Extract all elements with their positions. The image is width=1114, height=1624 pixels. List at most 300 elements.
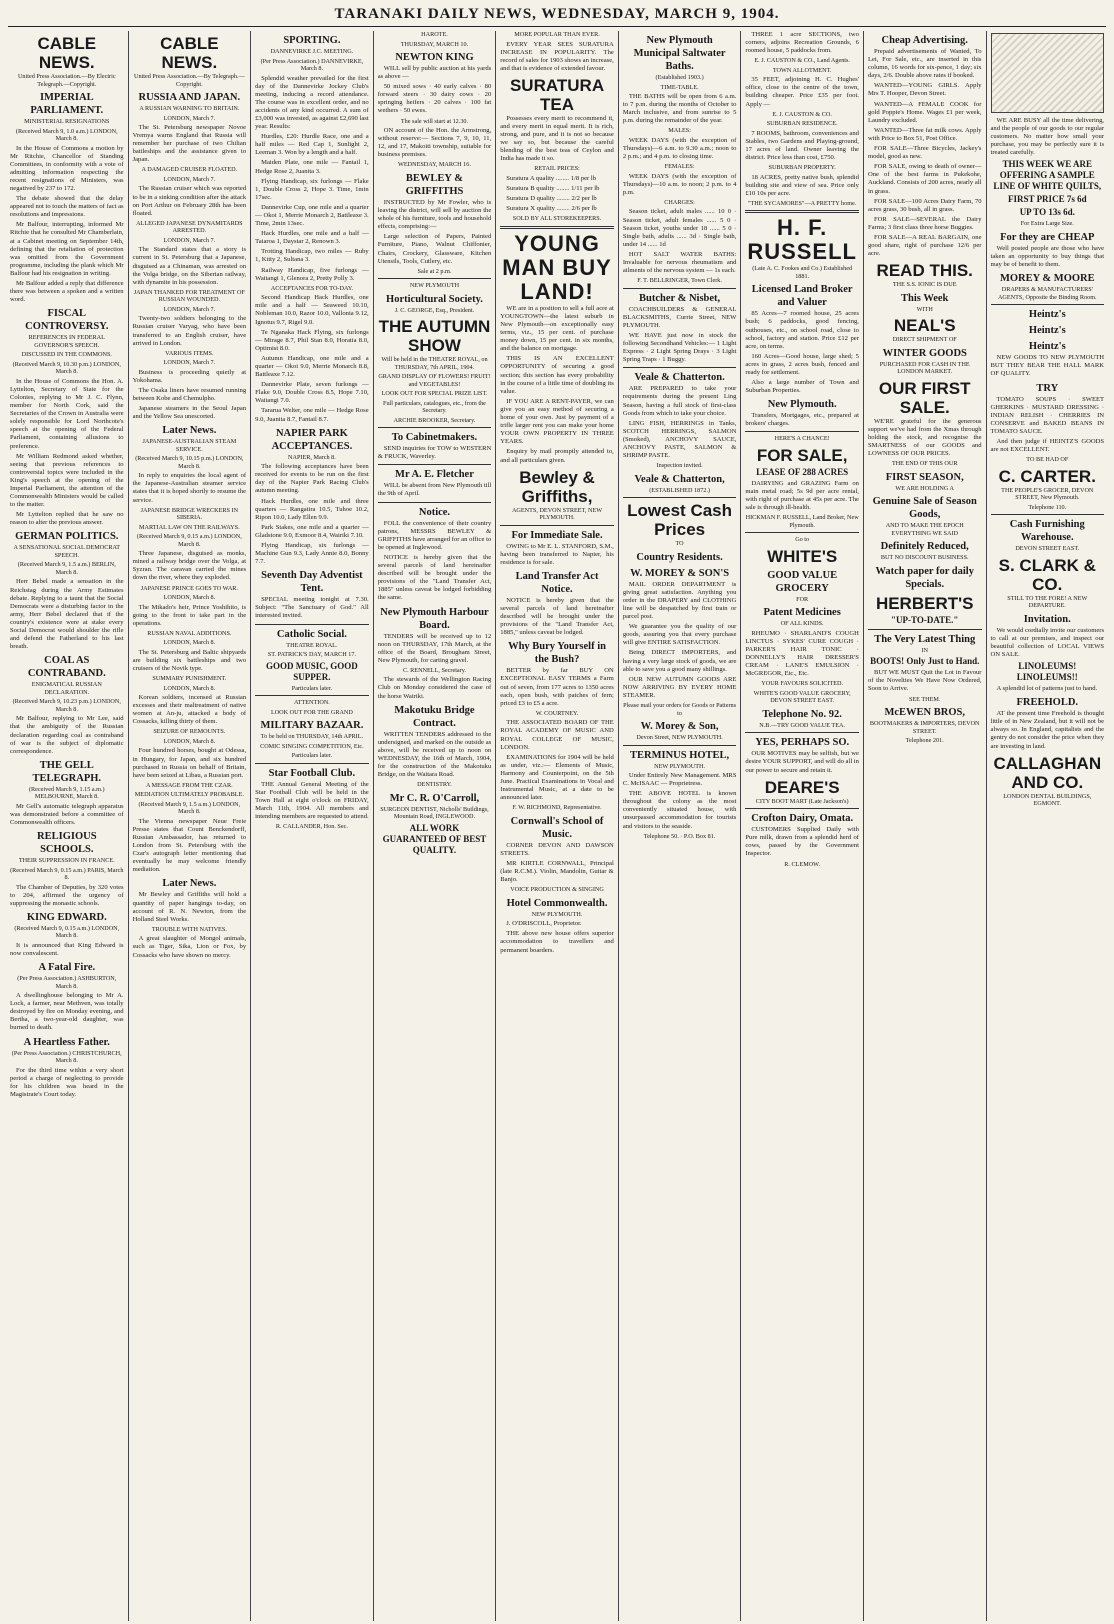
headline: For they are CHEAP	[1000, 231, 1095, 243]
subheading: JAPANESE PRINCE GOES TO WAR.	[140, 584, 238, 592]
subheading: HICKMAN F. RUSSELL, Land Broker, New Plymouth.	[745, 514, 859, 529]
paragraph: FOR SALE—A REAL BARGAIN, one good share, right of purchase 12/6 per acre.	[867, 233, 982, 258]
subheading: (Established 1903.)	[655, 74, 704, 81]
subheading: (Received March 9, 0.15 a.m.) LONDON, March 8.	[136, 533, 242, 548]
headline: Heintz's	[1028, 309, 1066, 321]
subheading: HAROTE.	[421, 31, 448, 38]
paragraph: Suratura D quality ........ 2/2 per lb	[506, 195, 597, 203]
subheading: NEW PLYMOUTH.	[531, 910, 583, 918]
subheading: THEIR SUPPRESSION IN FRANCE.	[18, 857, 115, 865]
subheading: REFERENCES IN FEDERAL GOVERNOR'S SPEECH.	[28, 334, 105, 349]
headline: NEAL'S	[893, 316, 956, 336]
headline: A Fatal Fire.	[38, 962, 96, 974]
paragraph: The Mikado's heir, Prince Yoshihito, is going to the front to take part in the operations.	[132, 603, 247, 627]
paragraph: It is announced that King Edward is now convalescent.	[10, 941, 124, 957]
paragraph: A splendid lot of patterns just to hand.	[996, 685, 1098, 693]
subheading: THEATRE ROYAL.	[286, 641, 338, 649]
subheading: Go to	[795, 536, 810, 544]
subheading: HERE'S A CHANCE!	[774, 435, 830, 443]
paragraph: Hack Hurdles, one mile and three quarters — Rangatira 10.5, Tuhoe 10.2, Ripon 10.0, Lady Ellen 9.9.	[255, 497, 369, 521]
paragraph: OWING to Mr E. L. STANFORD, S.M., having been transferred to Napier, his residence is for sale.	[500, 542, 614, 566]
display-line: LINOLEUMS! LINOLEUMS!!	[1016, 661, 1078, 683]
subheading: THE S.S. IONIC IS DUE	[892, 281, 957, 289]
subheading: SURGEON DENTIST, Nicholls' Buildings, Mountain Road, INGLEWOOD.	[380, 805, 489, 821]
headline: HERBERT'S	[875, 593, 974, 613]
subheading: FOR	[796, 595, 809, 603]
subheading: GRAND DISPLAY OF FLOWERS! FRUIT! and VEGETABLES!	[378, 373, 491, 388]
paragraph: Flying Handicap, six furlongs — Machine Gun 9.3, Lady Annie 8.0, Bonny 7.7.	[255, 542, 369, 566]
headline: C. CARTER.	[998, 466, 1096, 486]
paragraph: Korean soldiers, incensed at Russian excesses and their maltreatment of native women at An-ju, attacked a body of Cossacks, killing thirty of them.	[132, 694, 247, 726]
paragraph: The following acceptances have been received for events to be run on the first day of the Napier Park Racing Club's autumn meeting.	[255, 463, 369, 495]
paragraph: WRITTEN TENDERS addressed to the undersigned, and marked on the outside as above, will be received up to noon on WEDNESDAY, the 16th of March, 1904, for the construction of the Makotuku Bridge, on the Waitara Road.	[377, 730, 492, 779]
headline: FIRST SEASON,	[885, 471, 964, 483]
headline: FOR SALE,	[756, 445, 848, 465]
subheading: DIRECT SHIPMENT OF	[892, 336, 957, 344]
subheading: To be held on THURSDAY, 14th APRIL.	[260, 733, 364, 741]
subheading: (Received March 9, 0.15 a.m.) LONDON, March 8.	[14, 924, 120, 940]
subheading: SUMMARY PUNISHMENT.	[152, 675, 227, 683]
divider	[500, 226, 614, 229]
headline: FISCAL CONTROVERSY.	[25, 308, 109, 333]
headline: Definitely Reduced,	[880, 541, 969, 553]
paragraph: WEEK DAYS (with the exception of Thursdays)—10 a.m. to noon; 2 p.m. to 4 p.m.	[622, 172, 737, 196]
paragraph: THREE 1 acre SECTIONS, two corners, adjoins Recreation Grounds, 6 roomed house, 5 paddocks from.	[745, 31, 859, 55]
subheading: JAPANESE-AUSTRALIAN STEAM SERVICE.	[142, 438, 237, 453]
paragraph: WE are in a position to sell a full acre at YOUNGTOWN—the latest suburb in New Plymouth—on exceptionally easy terms, viz., 15 per cent. of purchase money down, 15 per cent. in six months, and the balance on mortgage.	[500, 304, 614, 353]
headline: Licensed Land Broker and Valuer	[751, 284, 853, 309]
headline: Catholic Social.	[276, 628, 347, 640]
divider	[623, 745, 737, 746]
display-line: LEASE OF 288 ACRES	[756, 466, 849, 477]
headline: CALLAGHAN AND CO.	[993, 753, 1102, 792]
subheading: "THE SYCAMORES"—A PRETTY home.	[748, 199, 857, 207]
paragraph: Also a large number of Town and Suburban Properties.	[745, 379, 859, 395]
subheading: Full particulars, catalogues, etc., from the Secretary.	[383, 399, 486, 415]
paragraph: We guarantee you the quality of our goods, assuring you that every purchase will give ENTIRE SATISFACTION.	[622, 623, 737, 647]
headline: YOUNG MAN BUY LAND!	[502, 230, 612, 304]
headline: This Week	[901, 292, 949, 304]
subheading: J. C. GEORGE, Esq., President.	[394, 306, 475, 314]
subheading: (Received March 9, 10.23 p.m.) LONDON, March 8.	[12, 698, 121, 713]
subheading: R. CLEMOW.	[784, 860, 820, 868]
subheading: ST. PATRICK'S DAY, MARCH 17.	[267, 651, 357, 659]
headline: Cheap Advertising.	[881, 35, 968, 46]
paragraph: Business is proceeding quietly at Yokohama.	[132, 368, 247, 384]
paragraph: Three Japanese, disguised as monks, mined a railway bridge over the Volga, at Syzran. The caravan carried the mines down the river, where they exploded.	[132, 550, 247, 582]
paragraph: Herr Bebel made a sensation in the Reichstag during the Army Estimates debate. Replying to a taunt that the Social Democrats were a disturbing factor in the army, Herr Bebel declared that if the country's existence were at stake every Social Democrat would shoulder the rifle and defend the Fatherland to his last breath.	[10, 578, 124, 651]
paragraph: Mr Balfour, interrupting, informed Mr Ritchie that he consulted Mr Chamberlain, at a Cabinet meeting on September 14th, defining that the retaliation of protection was omitted from the Government programme, including the plank which Mr Balfour had his resignation in writing.	[10, 221, 124, 277]
paragraph: EXAMINATIONS for 1904 will be held as under, viz.:— Elements of Music, Harmony and Counterpoint, on the 5th June. Practical Examinations in Vocal and Instrumental Music, at a date to be announced later.	[500, 753, 614, 802]
paragraph: SPECIAL meeting tonight at 7.30. Subject: "The Sanctuary of God." All interested invited.	[255, 596, 369, 620]
headline: Veale & Chatterton.	[634, 372, 725, 384]
subheading: PURCHASED FOR CASH IN THE LONDON MARKET.	[879, 360, 970, 376]
paragraph: The Standard states that a story is current in St. Petersburg that a Japanese, disguised as a Chinaman, was arrested on the Volga bridge, on the Siberian railway, with dynamite in his possession.	[132, 246, 247, 286]
subheading: A RUSSIAN WARNING TO BRITAIN.	[139, 105, 240, 112]
subheading: Particulars later.	[291, 752, 332, 760]
paragraph: FOLL the convenience of their country patrons, MESSRS BEWLEY & GRIFFITHS have arranged for an office to be opened at Inglewood.	[377, 519, 492, 551]
paragraph: TOMATO SOUPS · SWEET GHERKINS · MUSTARD DRESSING · INDIAN RELISH · CHERRIES IN CONSERVE and BAKED BEANS IN TOMATO SAUCE.	[990, 395, 1105, 435]
column-7	[741, 31, 864, 1621]
paragraph: HOT SALT WATER BATHS: Invaluable for nervous rheumatism and ailments of the nervous system — 1s each.	[622, 250, 737, 275]
subheading: BUT NO DISCOUNT BUSINESS.	[880, 554, 969, 562]
headline: Heintz's	[1028, 325, 1066, 337]
paragraph: J. O'DRISCOLL, Proprietor.	[506, 920, 582, 928]
paragraph: Mr Lyttelton replied that he saw no reason to alter the previous answer.	[10, 511, 124, 527]
headline: Star Football Club.	[268, 767, 356, 779]
paragraph: THE ASSOCIATED BOARD OF THE ROYAL ACADEMY OF MUSIC AND ROYAL COLLEGE OF MUSIC, LONDON.	[500, 719, 614, 751]
paragraph: RHEUMO · SHARLAND'S COUGH LINCTUS · SYKES' CURE COUGH · PARKER'S HAIR TONIC · DONNELLY'S HAIR DRESSER'S CREAM · LANE'S EMULSION · McGREGOR, Etc., Etc.	[745, 629, 859, 678]
headline: MOREY & MOORE	[999, 273, 1095, 285]
subheading: (Per Press Association.) CHRISTCHURCH, March 8.	[11, 1049, 122, 1064]
paragraph: WE ARE BUSY all the time delivering, and the people of our goods to our regular customers. No matter how small your purchase, you may be perfectly sure it is treated carefully.	[990, 117, 1105, 157]
subheading: (Per Press Association.) DANNEVIRKE, March 8.	[260, 57, 364, 72]
headline: GOOD VALUE GROCERY	[767, 569, 838, 594]
paragraph: THE ABOVE HOTEL is known throughout the colony as the most conveniently situated house, with unsurpassed accommodation for tourists and visitors to the seaside.	[622, 790, 737, 830]
subheading: Telephone 110.	[1028, 503, 1067, 511]
paragraph: ARE PREPARED to take your requirements during the present Ling Season, having a full stock of first-class Goods from which to take your choice.	[622, 385, 737, 417]
subheading: SEIZURE OF REMOUNTS.	[153, 728, 226, 736]
paragraph: 7 ROOMS, bathroom, conveniences and Stables, two Gardens and Playing-ground, 17 acres of land. Owner leaving the district. Price less than cost, £750.	[745, 129, 859, 161]
subheading: E. J. CAUSTON & CO.	[772, 110, 832, 118]
headline: NEWTON KING	[395, 52, 474, 63]
subheading: Telephone 50. · P.O. Box 81.	[643, 832, 716, 840]
paragraph: Prepaid advertisements of Wanted, To Let, For Sale, etc., are inserted in this column, 16 words for six-pence, 1 day; six days, 2/6. Double above rates if booked.	[867, 48, 982, 80]
paragraph: Suratura X quality ........ 2/6 per lb	[506, 205, 597, 213]
subheading: A MESSAGE FROM THE CZAR.	[145, 781, 233, 789]
divider	[745, 808, 859, 809]
subheading: SOLD BY ALL STOREKEEPERS.	[512, 215, 602, 223]
headline: KING EDWARD.	[26, 911, 107, 923]
headline: THE GELL TELEGRAPH.	[32, 759, 102, 784]
paragraph: The St. Petersburg and Baltic shipyards are building six battleships and two cruisers of the Novik type.	[132, 648, 247, 672]
subheading: W. COURTNEY.	[535, 709, 579, 717]
paragraph: AT the present time Freehold is thought little of in New Zealand, but it will not be always so. In England, capitalists and the gentry do not consider the price when they are investing in land.	[990, 710, 1105, 750]
paragraph: NOTICE is hereby given that the several parcels of land hereinafter described will be brought under the provisions of the "Land Transfer Act, 1885" unless caveat be lodged forbidding the same.	[377, 553, 492, 602]
subheading: THE PEOPLE'S GROCER, DEVON STREET, New Plymouth.	[1001, 486, 1094, 502]
headline: Why Bury Yourself in the Bush?	[508, 641, 606, 666]
column-2	[129, 31, 252, 1621]
headline: THE AUTUMN SHOW	[378, 317, 491, 356]
paragraph: Park Stakes, one mile and a quarter — Gladstone 9.0, Exmoor 8.4, Wairiki 7.10.	[255, 523, 369, 539]
headline: Makotuku Bridge Contract.	[394, 704, 475, 729]
paragraph: A dwellinghouse belonging to Mr A. Lock, a farmer, near Methven, was totally destroyed by fire on Monday evening, and Bertha, a two-year-old daughter, was burned to death.	[10, 992, 124, 1032]
subheading: Telephone 201.	[905, 737, 944, 744]
subheading: JAPANESE BRIDGE WRECKERS IN SIBERIA.	[140, 506, 239, 522]
headline: TERMINUS HOTEL,	[630, 749, 730, 761]
subheading: ACCEPTANCES FOR TO-DAY.	[270, 284, 354, 292]
divider	[378, 464, 492, 465]
paragraph: MAIL ORDER DEPARTMENT is giving great satisfaction. Anything you order in the DRAPERY and CLOTHING line will be despatched by first train or parcel post.	[622, 580, 737, 621]
subheading: R. CALLANDER, Hon. Sec.	[275, 823, 348, 831]
subheading: DEVON STREET EAST.	[1015, 545, 1080, 553]
headline: Notice.	[418, 506, 451, 518]
subheading: (Received March 9, 1.5 a.m.) BERLIN, March 8.	[17, 561, 116, 576]
paragraph: The St. Petersburg newspaper Novoe Vremya warns England that Russia will remember her purchase of two Chilian battleships and the assistance given to Japan.	[132, 124, 247, 164]
paragraph: In the House of Commons the Hon. A. Lyttelton, Secretary of State for the Colonies, replying to Mr J. C. Flynn, member for North Cork, said the Secretaries of the Crown in Australia were solely responsible for Lord Northcote's speech at the opening of the Federal Parliament, containing allusions to preference.	[10, 377, 124, 450]
subheading: LONDON, March 7.	[163, 175, 216, 183]
paragraph: 18 ACRES, pretty native bush, splendid building site and view of sea. Price only £10 10s per acre.	[745, 173, 859, 197]
subheading: LONDON, March 8.	[163, 684, 216, 692]
subheading: Inspection invited.	[656, 462, 703, 470]
subheading: ARCHIE BROOKER, Secretary.	[393, 416, 476, 424]
subheading: MALES:	[668, 127, 691, 135]
subheading: VARIOUS ITEMS.	[165, 349, 214, 357]
paragraph: FOR SALE—SEVERAL the Dairy Farms; 3 first class three horse Buggies.	[867, 215, 982, 231]
illustration	[991, 33, 1105, 113]
headline: S. CLARK & CO.	[998, 555, 1096, 594]
paragraph: Being DIRECT IMPORTERS, and having a very large stock of goods, we are able to save you a good many shillings.	[622, 649, 737, 673]
headline: OUR FIRST SALE.	[878, 378, 971, 417]
headline: New Plymouth Municipal Saltwater Baths.	[633, 35, 726, 72]
divider	[745, 431, 859, 432]
subheading: (Received March 9, 0.15 a.m.) PARIS, March 8.	[10, 866, 124, 882]
paragraph: WILL be absent from New Plymouth till the 9th of April.	[377, 482, 492, 498]
headline: SURATURA TEA	[509, 75, 605, 114]
headline: WHITE'S	[767, 546, 838, 566]
paragraph: BETTER by far BUY ON EXCEPTIONAL EASY TERMS a Farm out of seven, from 177 acres to 1350 acres each, open bush, with patches of fern; priced £3 to £5 a acre.	[500, 667, 614, 707]
subheading: Particulars later.	[291, 684, 332, 692]
paragraph: Season ticket, adult males ...... 10 0 · Season ticket, adult females ...... 5 0 · Season ticket, youths under 18 ...... 5 0 · Single bath, adults ...... 3d · Single bath, under 14 ...... 1d	[622, 208, 737, 248]
headline: GERMAN POLITICS.	[15, 531, 119, 543]
headline: Invitation.	[1023, 613, 1071, 625]
subheading: THE END OF THIS OUR	[891, 460, 958, 468]
paragraph: FOR SALE, owing to death of owner—One of the best farms in Pukekohe, Auckland. Consists of 200 acres, nearly all in grass.	[867, 163, 982, 195]
paragraph: Tararua Welter, one mile — Hedge Rose 9.0, Juanita 8.7, Fantail 8.7.	[255, 407, 369, 423]
paragraph: MR KIRTLE CORNWALL, Principal (late R.C.M.). Violin, Mandolin, Guitar & Banjo.	[500, 859, 614, 884]
headline: Mr C. R. O'Carroll,	[389, 792, 480, 804]
headline: McEWEN BROS,	[884, 707, 965, 718]
paragraph: SEND inquiries for TOW to WESTERN & FRUCK, Waverley.	[377, 445, 492, 461]
headline: Crofton Dairy, Omata.	[751, 813, 854, 825]
headline: Genuine Sale of Season Goods,	[872, 496, 977, 521]
headline: COAL AS CONTRABAND.	[27, 655, 106, 680]
headline: Cash Furnishing Warehouse.	[1009, 519, 1085, 544]
subheading: United Press Association.—By Electric Telegraph.—Copyright.	[17, 73, 116, 88]
subheading: DISCUSSED IN THE COMMONS.	[21, 351, 112, 359]
divider	[623, 497, 737, 498]
paragraph: ON account of the Hon. the Armstrong, without reserve:— Sections 7, 9, 10, 11, 12, and 17, Makoiti township, suitable for business premises.	[377, 127, 492, 159]
paragraph: Enquiry by mail promptly attended to, and all particulars given.	[500, 448, 614, 464]
paragraph: Hack Hurdles, one mile and a half — Taiaroa 1, Daystar 2, Renown 3.	[255, 230, 369, 246]
divider	[745, 532, 859, 533]
paragraph: NOTICE is hereby given that the several parcels of land hereinafter described will be brought under the provisions of the "Land Transfer Act, 1885," unless caveat be lodged.	[500, 596, 614, 637]
subheading: F. T. BELLRINGER, Town Clerk.	[637, 277, 722, 285]
column-3	[251, 31, 374, 1621]
paragraph: Second Handicap Hack Hurdles, one mile and a half — Seaweed 10.10, Nobleman 10.0, Razor 10.0, Vallonia 9.12, Ignotus 9.7, Rigel 9.0.	[255, 294, 369, 326]
subheading: NEW PLYMOUTH	[409, 282, 460, 290]
paragraph: In reply to enquiries the local agent of the Japanese-Australian steamer service states that it is hoped shortly to resume the service.	[132, 472, 247, 504]
divider	[255, 763, 369, 764]
subheading: VOICE PRODUCTION & SINGING	[510, 886, 604, 894]
paragraph: For the third time within a very short period a charge of neglecting to provide for his children was heard in the Magistrate's Court today.	[10, 1066, 124, 1098]
subheading: For Extra Large Size.	[1020, 220, 1074, 228]
headline: New Plymouth Harbour Board.	[380, 606, 489, 631]
subheading: TROUBLE WITH NATIVES.	[151, 925, 227, 933]
paragraph: THE above new house offers superior accommodation to travellers and permanent boarders.	[500, 930, 614, 954]
subheading: (Late A. C. Fookes and Co.) Established 1881.	[752, 265, 853, 280]
paragraph: Mr Balfour, replying to Mr Lee, said that the ambiguity of the Russian declaration regarding coal as contraband of war is the subject of diplomatic correspondence.	[10, 715, 124, 755]
paragraph: Dannevirke Plate, seven furlongs — Flake 9.0, Double Cross 8.5, Hope 7.10, Waitangi 7.0.	[255, 381, 369, 405]
headline: A Heartless Father.	[23, 1036, 110, 1048]
subheading: ALLEGED JAPANESE DYNAMITARDS ARRESTED.	[136, 219, 243, 235]
headline: Telephone No. 92.	[762, 708, 842, 720]
paragraph: Dannevirke Cup, one mile and a quarter — Okoi 1, Merrie Monarch 2, Battleaxe 3. Time, 2min 13sec.	[255, 203, 369, 228]
headline: Horticultural Society.	[386, 293, 483, 305]
headline: CABLE NEWS.	[160, 34, 219, 72]
paragraph: BUT WE MUST Quit the Lot in Favour of the Novelties We Have Now Ordered, Soon to Arrive.	[867, 669, 982, 693]
subheading: NAPIER, March 8.	[288, 453, 336, 461]
subheading: TO	[675, 540, 684, 548]
paragraph: EVERY YEAR SEES SURATURA INCREASE IN POPULARITY. The record of sales for 1903 shows an increase, and that is evidence of extended favour.	[500, 40, 614, 72]
paragraph: Well posted people are those who have taken an opportunity to buy things that may be of benefit to them.	[990, 244, 1105, 269]
paragraph: The stewards of the Wellington Racing Club on Monday considered the case of the horse Wairiki.	[377, 676, 492, 700]
paragraph: The Vienna newspaper Neue Freie Presse states that Count Benckendorff, Russian Ambassador, has returned to London from St. Petersburg with the Czar's autograph letter mentioning that eventually he may welcome friendly mediation.	[132, 817, 247, 874]
display-line: BOOTS! Only Just to Hand.	[870, 656, 980, 667]
paragraph: Twenty-two soldiers belonging to the Russian cruiser Varyag, who have been transferred to an English cruiser, have arrived in London.	[132, 315, 247, 347]
divider	[255, 695, 369, 696]
display-line: THIS WEEK WE ARE OFFERING A SAMPLE LINE OF WHITE QUILTS,	[993, 159, 1102, 192]
display-line: ALL WORK GUARANTEED OF BEST QUALITY.	[382, 822, 487, 855]
subheading: TO BE HAD OF	[1026, 456, 1069, 464]
headline: Patent Medicines	[763, 607, 841, 619]
headline: Watch paper for daily Specials.	[875, 565, 974, 590]
subheading: CITY BOOT MART (Late Jackson's)	[755, 797, 849, 805]
subheading: THURSDAY, MARCH 10.	[400, 40, 469, 48]
divider	[378, 278, 492, 279]
subheading: LONDON, March 7.	[163, 114, 216, 122]
paragraph: 35 FEET, adjoining H. C. Hughes' office, close to the centre of the town, building cheaper. Price £35 per foot. Apply —	[745, 76, 859, 108]
paragraph: And then judge if HEINTZ'S GOODS are not EXCELLENT.	[990, 438, 1105, 454]
paragraph: Japanese steamers in the Seoul Japan and the Yellow Sea unescorted.	[132, 405, 247, 421]
subheading: BOOTMAKERS & IMPORTERS, DEVON STREET.	[869, 720, 980, 735]
subheading: (ESTABLISHED 1872.)	[649, 486, 710, 494]
headline: WINTER GOODS	[882, 347, 967, 359]
headline: Hotel Commonwealth.	[506, 897, 608, 909]
subheading: ENIGMATICAL RUSSIAN DECLARATION.	[31, 681, 102, 696]
divider	[991, 304, 1105, 305]
subheading: DANNEVIRKE J.C. MEETING.	[270, 48, 354, 55]
subheading: The sale will start at 12.30.	[400, 117, 469, 125]
subheading: C. RENNELL, Secretary.	[402, 666, 466, 674]
subheading: LONDON, March 8.	[163, 737, 216, 745]
paragraph: Under Entirely New Management. MRS C. McISAAC — Proprietress.	[622, 772, 737, 788]
subheading: F. W. RICHMOND, Representative.	[512, 804, 602, 812]
headline: RUSSIA AND JAPAN.	[138, 92, 241, 103]
paragraph: Railway Handicap, five furlongs — Waitangi 1, Glenora 2, Pretty Polly 3.	[255, 266, 369, 282]
subheading: LONDON, March 7.	[163, 236, 216, 244]
paragraph: TENDERS will be received up to 12 noon on THURSDAY, 17th March, at the office of the Board, Brougham Street, New Plymouth, for carting gravel.	[377, 632, 492, 664]
subheading: A SENSATIONAL SOCIAL DEMOCRAT SPEECH.	[13, 544, 121, 559]
paragraph: The Chamber of Deputies, by 320 votes to 204, affirmed the urgency of suppressing the monastic schools.	[10, 883, 124, 907]
headline: CABLE NEWS.	[37, 34, 97, 72]
subheading: FEMALES:	[664, 163, 695, 171]
subheading: WHITE'S GOOD VALUE GROCERY, DEVON STREET EAST.	[753, 689, 851, 705]
paragraph: OUR NEW AUTUMN GOODS ARE NOW ARRIVING BY EVERY HOME STEAMER.	[622, 675, 737, 699]
subheading: COMIC SINGING COMPETITION, Etc.	[260, 742, 364, 750]
headline: W. Morey & Son,	[640, 721, 719, 732]
masthead: TARANAKI DAILY NEWS, WEDNESDAY, MARCH 9, 1904.	[8, 4, 1106, 27]
subheading: LONDON, March 8.	[163, 639, 216, 647]
paragraph: WANTED—A FEMALE COOK for gold Poppie's Home. Wages £1 per week, Laundry excluded.	[867, 100, 982, 124]
headline: Cornwall's School of Music.	[510, 815, 604, 840]
subheading: AND TO MAKE THE EPOCH EVERYTHING WE SAID	[885, 522, 964, 537]
paragraph: CORNER DEVON AND DAWSON STREETS.	[500, 841, 614, 857]
column-9	[987, 31, 1109, 1621]
subheading: DENTISTRY.	[417, 781, 452, 789]
paragraph: THIS IS AN EXCELLENT OPPORTUNITY of securing a good section; this section has every probability in the course of a little time of doubling its value.	[500, 355, 614, 395]
paragraph: Trotting Handicap, two miles — Ruby 1, Kitty 2, Sultana 3.	[255, 248, 369, 264]
subheading: Devon Street, NEW PLYMOUTH.	[636, 734, 723, 741]
divider	[991, 514, 1105, 515]
subheading: SEE THEM.	[908, 695, 941, 703]
headline: MILITARY BAZAAR.	[260, 720, 364, 732]
headline: SPORTING.	[283, 35, 341, 46]
paragraph: Hurdles, £20: Hurdle Race, one and a half miles — Red Cap 1, Sunlight 2, Leeman 3. Won by a length and a half.	[255, 133, 369, 157]
divider	[500, 525, 614, 526]
subheading: MEDIATION ULTIMATELY PROBABLE.	[134, 791, 244, 799]
paragraph: IF YOU ARE A RENT-PAYER, we can give you an easy method of securing a home of your own. Just by payment of a trifle larger rent you can make your home YOUR OWN PROPERTY IN THREE YEARS.	[500, 397, 614, 446]
paragraph: Transfers, Mortgages, etc., prepared at brokers' charges.	[745, 412, 859, 428]
paragraph: Large selection of Papers, Painted Furniture, Piano, Walnut Chiffonier, Chairs, Crockery, Glassware, Kitchen Utensils, Tools, Cutlery, etc.	[377, 233, 492, 265]
headline: FREEHOLD.	[1016, 697, 1079, 709]
paragraph: WANTED—YOUNG GIRLS. Apply Mrs T. Hooper, Devon Street.	[867, 82, 982, 98]
subheading: WEDNESDAY, MARCH 16.	[398, 161, 471, 169]
headline: For Immediate Sale.	[511, 529, 603, 541]
headline: Land Transfer Act Notice.	[515, 570, 599, 595]
display-line: FIRST PRICE 7s 6d	[1007, 194, 1087, 205]
display-line: GOOD MUSIC, GOOD SUPPER.	[266, 660, 358, 682]
paragraph: THE Annual General Meeting of the Star Football Club will be held in the Town Hall at eight o'clock on FRIDAY, March 11th, 1904. All members and intending members are requested to attend.	[255, 780, 369, 820]
paragraph: The Russian cruiser which was reported to be in a sinking condition after the attack on Port Arthur on February 28th has been floated.	[132, 185, 247, 217]
subheading: Sale at 2 p.m.	[417, 267, 452, 275]
headline: The Very Latest Thing	[874, 633, 976, 645]
column-6	[619, 31, 742, 1621]
headline: TRY	[1036, 382, 1059, 394]
headline: Country Residents.	[636, 551, 723, 563]
subheading: (Received March 9, 1.0 a.m.) LONDON, March 8.	[15, 127, 118, 142]
headline: W. MOREY & SON'S	[630, 567, 730, 579]
divider	[623, 288, 737, 289]
headline: H. F. RUSSELL	[747, 215, 857, 265]
subheading: LOOK OUT FOR SPECIAL PRIZE LIST.	[381, 390, 488, 398]
paragraph: FOR SALE—Three Bicycles, Jackey's model, good as new.	[867, 145, 982, 161]
paragraph: We would cordially invite our customers to call at our premises, and inspect our beautiful collection of LOCAL VIEWS ON SALE.	[990, 626, 1105, 658]
headline: IMPERIAL PARLIAMENT.	[30, 92, 104, 116]
subheading: LONDON, March 7.	[163, 305, 216, 313]
paragraph: Splendid weather prevailed for the first day of the Dannevirke Jockey Club's meeting, inducing a record attendance. The course was in excellent order, and no accidents of any kind occurred. A sum of £3,000 was invested, as against £2,690 last year. Results:	[255, 74, 369, 131]
subheading: WITH	[916, 305, 933, 313]
paragraph: THE BATHS will be open from 6 a.m. to 7 p.m. during the months of October to March inclusive, and from sunrise to 5 p.m. during the remainder of the year.	[622, 93, 737, 125]
subheading: LOOK OUT FOR THE GRAND	[270, 708, 353, 716]
paragraph: WILL sell by public auction at his yards as above —	[377, 65, 492, 81]
column-8	[864, 31, 987, 1621]
paragraph: Suratura B quality ........ 1/11 per lb	[506, 185, 600, 193]
paragraph: CUSTOMERS Supplied Daily with Pure milk, drawn from a splendid herd of cows, passed by the Government Inspector.	[745, 826, 859, 858]
divider	[623, 367, 737, 368]
paragraph: Suratura A quality ........ 1/8 per lb	[506, 174, 596, 182]
divider	[378, 427, 492, 428]
paragraph: DAIRYING and GRAZING Farm on main metal road; 5s 9d per acre rental, with right of purchase at 45s per acre. The sale is through ill-health.	[745, 479, 859, 512]
subheading: Will be held in the THEATRE ROYAL, on THURSDAY, 7th APRIL, 1904.	[381, 356, 488, 371]
headline: READ THIS.	[876, 261, 973, 281]
subheading: SUBURBAN PROPERTY.	[768, 164, 836, 172]
headline: BEWLEY & GRIFFITHS	[405, 172, 464, 197]
paragraph: 50 mixed sows · 40 early calves · 80 forward steers · 30 dairy cows · 20 springing heifers · 20 calves · 100 fat wethers · 50 ewes.	[377, 83, 492, 115]
subheading: DRAPERS & MANUFACTURERS' AGENTS, Opposite the Binding Room.	[997, 286, 1097, 301]
paragraph: The Osaka liners have resumed running between Kobe and Chemulpho.	[132, 386, 247, 402]
paragraph: Autumn Handicap, one mile and a quarter — Okoi 9.0, Merrie Monarch 8.8, Battleaxe 7.12.	[255, 354, 369, 379]
